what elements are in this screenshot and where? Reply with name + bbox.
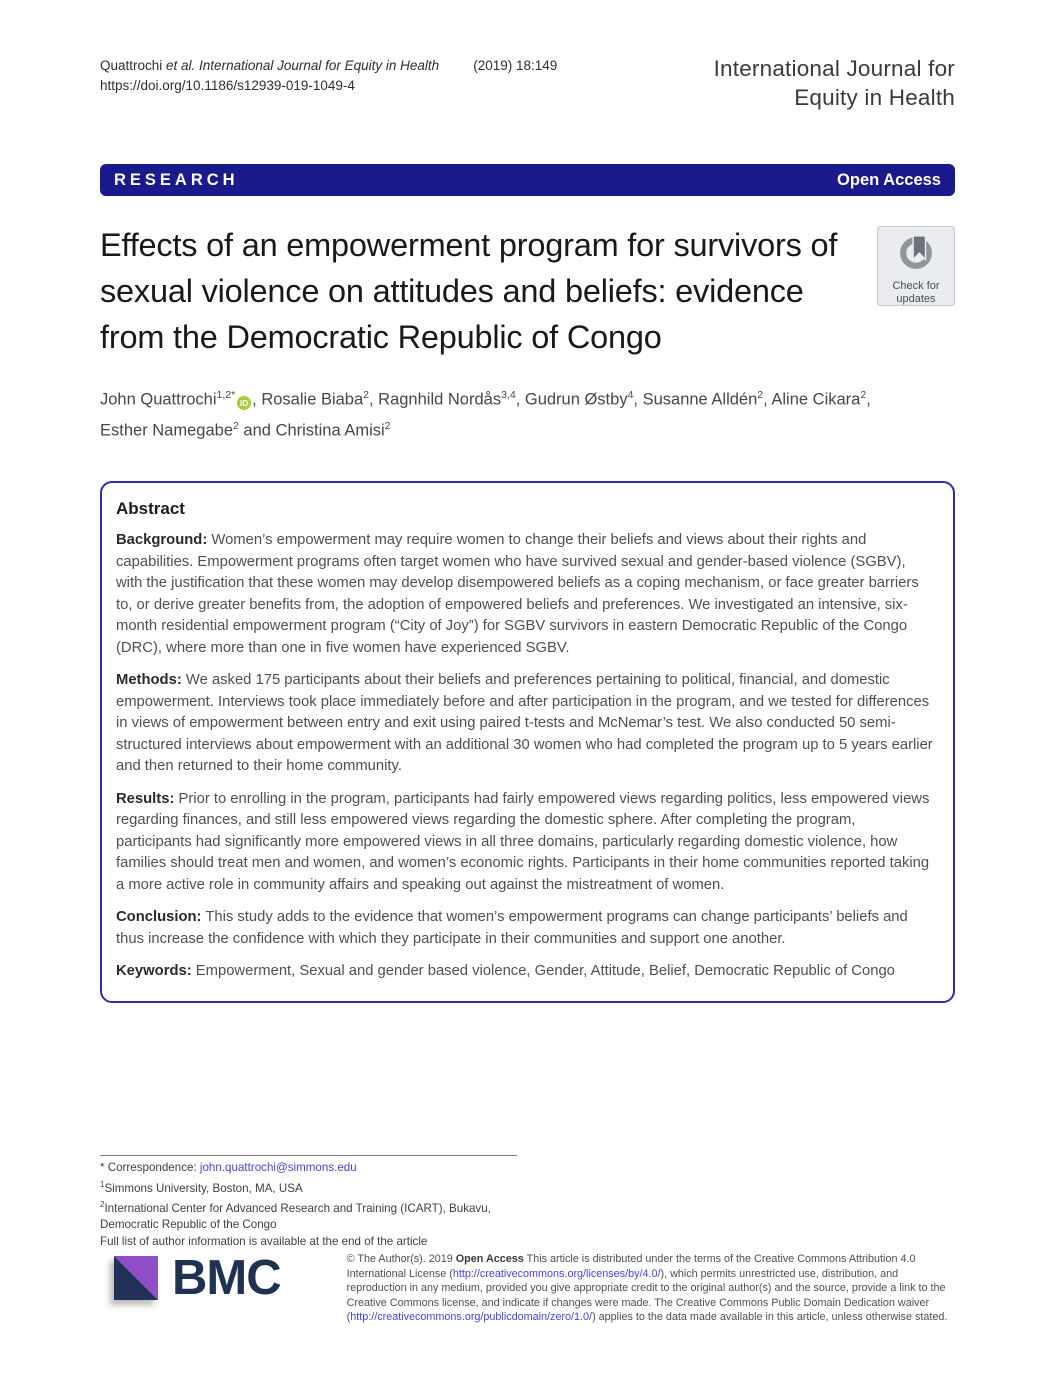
affiliation-1: $^1$Simmons University, Boston, MA, USA [100, 1179, 303, 1195]
abstract-box [100, 481, 955, 1003]
cc-by-license-link[interactable]: http://creativecommons.org/licenses/by/4.0/ [452, 1267, 661, 1280]
author: , Rosalie Biaba [252, 390, 364, 409]
author: , Susanne Alldén [633, 390, 758, 409]
author: , Gudrun Østby [515, 390, 628, 409]
cc-zero-license-link[interactable]: http://creativecommons.org/publicdomain/zero/1.0/ [350, 1311, 593, 1324]
bmc-logo-text: BMC [172, 1251, 281, 1305]
abstract-results: Results: Prior to enrolling in the program, participants had fairly empowered views regarding politics, less empowered views regarding finances, and still less empowered views regarding the domestic sphere. After completing the program, participants had significantly more empowered views in all three domains, particularly regarding domestic violence, how families should treat men and women, and women’s economic rights. Participants in their home communities reported taking a more active role in community affairs and speaking out against the mistreatment of women. [116, 790, 930, 893]
license-open-access: Open Access [455, 1253, 524, 1265]
footnote-block [100, 1155, 517, 1250]
author-affiliation-sup: 3,4 [501, 389, 516, 401]
bmc-logo [100, 1251, 281, 1325]
doi-text: https://doi.org/10.1186/s12939-019-1049-4 [100, 78, 355, 93]
crossmark-icon [897, 234, 935, 277]
author-affiliation-sup: 1,2* [216, 389, 236, 401]
article-type-label: RESEARCH [114, 170, 239, 189]
abstract-background: Background: Women’s empowerment may require women to change their beliefs and views about their rights and capabilities. Empowerment programs often target women who have survived sexual and gender-based violence (SGBV), with the justification that these women may develop disempowered beliefs as a coping mechanism, or face greater barriers to, or derive greater benefits from, the adoption of empowered beliefs and preferences. We investigated an intensive, six-month residential empowerment program (“City of Joy”) for SGBV survivors in eastern Democratic Republic of the Congo (DRC), where more than one in five women have experienced SGBV. [116, 532, 919, 656]
correspondence-line: * Correspondence: john.quattrochi@simmons.edu [100, 1161, 357, 1174]
masthead [100, 56, 955, 112]
author-affiliation-sup: 2 [860, 389, 867, 401]
author: , Aline Cikara [763, 390, 861, 409]
citation-journal: et al. International Journal for Equity in Health [166, 58, 440, 73]
bmc-logo-icon [114, 1256, 158, 1300]
author-affiliation-sup: 4 [627, 389, 634, 401]
license-text: © The Author(s). 2019 Open Access This article is distributed under the terms of the Creative Commons Attribution 4.0 International License (http://creativecommons.org/licenses/by/4.0/), which permits unrestricted use, distribution, and reproduction in any medium, provided you give appropriate credit to the original author(s) and the source, provide a link to the Creative Commons license, and indicate if changes were made. The Creative Commons Public Domain Dedication waiver (http://creativecommons.org/publicdomain/zero/1.0/) applies to the data made available in this article, unless otherwise stated. [346, 1253, 948, 1324]
citation-issue: (2019) 18:149 [473, 58, 558, 73]
abstract-keywords: Keywords: Empowerment, Sexual and gender based violence, Gender, Attitude, Belief, Democratic Republic of Congo [116, 963, 895, 979]
open-access-label: Open Access [837, 170, 941, 189]
article-type-banner [100, 164, 955, 196]
journal-name: International Journal for Equity in Health [713, 56, 955, 110]
article-title: Effects of an empowerment program for survivors of sexual violence on attitudes and beliefs: evidence from the Democratic Republic of Congo [100, 227, 838, 355]
author: , Esther Namegabe [100, 390, 871, 439]
citation-line [100, 56, 557, 76]
check-for-updates-badge[interactable] [877, 226, 955, 306]
author-list [100, 382, 900, 443]
orcid-icon[interactable]: iD [237, 396, 251, 410]
abstract-conclusion: Conclusion: This study adds to the evidence that women’s empowerment programs can change participants’ beliefs and thus increase the confidence with which they participate in their communities and support one another. [116, 909, 908, 947]
correspondence-email-link[interactable]: john.quattrochi@simmons.edu [199, 1161, 357, 1174]
citation-block [100, 56, 557, 96]
author: John Quattrochi [100, 390, 217, 409]
author-affiliation-sup: 2 [384, 419, 391, 432]
author-affiliation-sup: 2 [757, 389, 764, 401]
title-row [100, 222, 955, 360]
affiliation-2: $^2$International Center for Advanced Research and Training (ICART), Bukavu, Democratic Republic of the Congo [100, 1199, 491, 1232]
abstract-methods: Methods: We asked 175 participants about their beliefs and preferences pertaining to political, financial, and domestic empowerment. Interviews took place immediately before and after participation in the program, and we tested for differences in views of empowerment between entry and exit using paired t-tests and McNemar’s test. We also conducted 50 semi-structured interviews about empowerment with an additional 30 women who had completed the program up to 5 years earlier and then returned to their home community. [116, 672, 933, 774]
author-info-note: Full list of author information is available at the end of the article [100, 1234, 428, 1248]
author: and Christina Amisi [238, 421, 385, 439]
publisher-footer [100, 1252, 955, 1325]
citation-author: Quattrochi [100, 58, 167, 73]
author-affiliation-sup: 2 [363, 389, 369, 401]
author: , Ragnhild Nordås [369, 390, 502, 409]
check-badge-label: Check for updates [892, 280, 940, 305]
abstract-heading: Abstract [116, 499, 185, 518]
author-affiliation-sup: 2 [233, 419, 239, 432]
